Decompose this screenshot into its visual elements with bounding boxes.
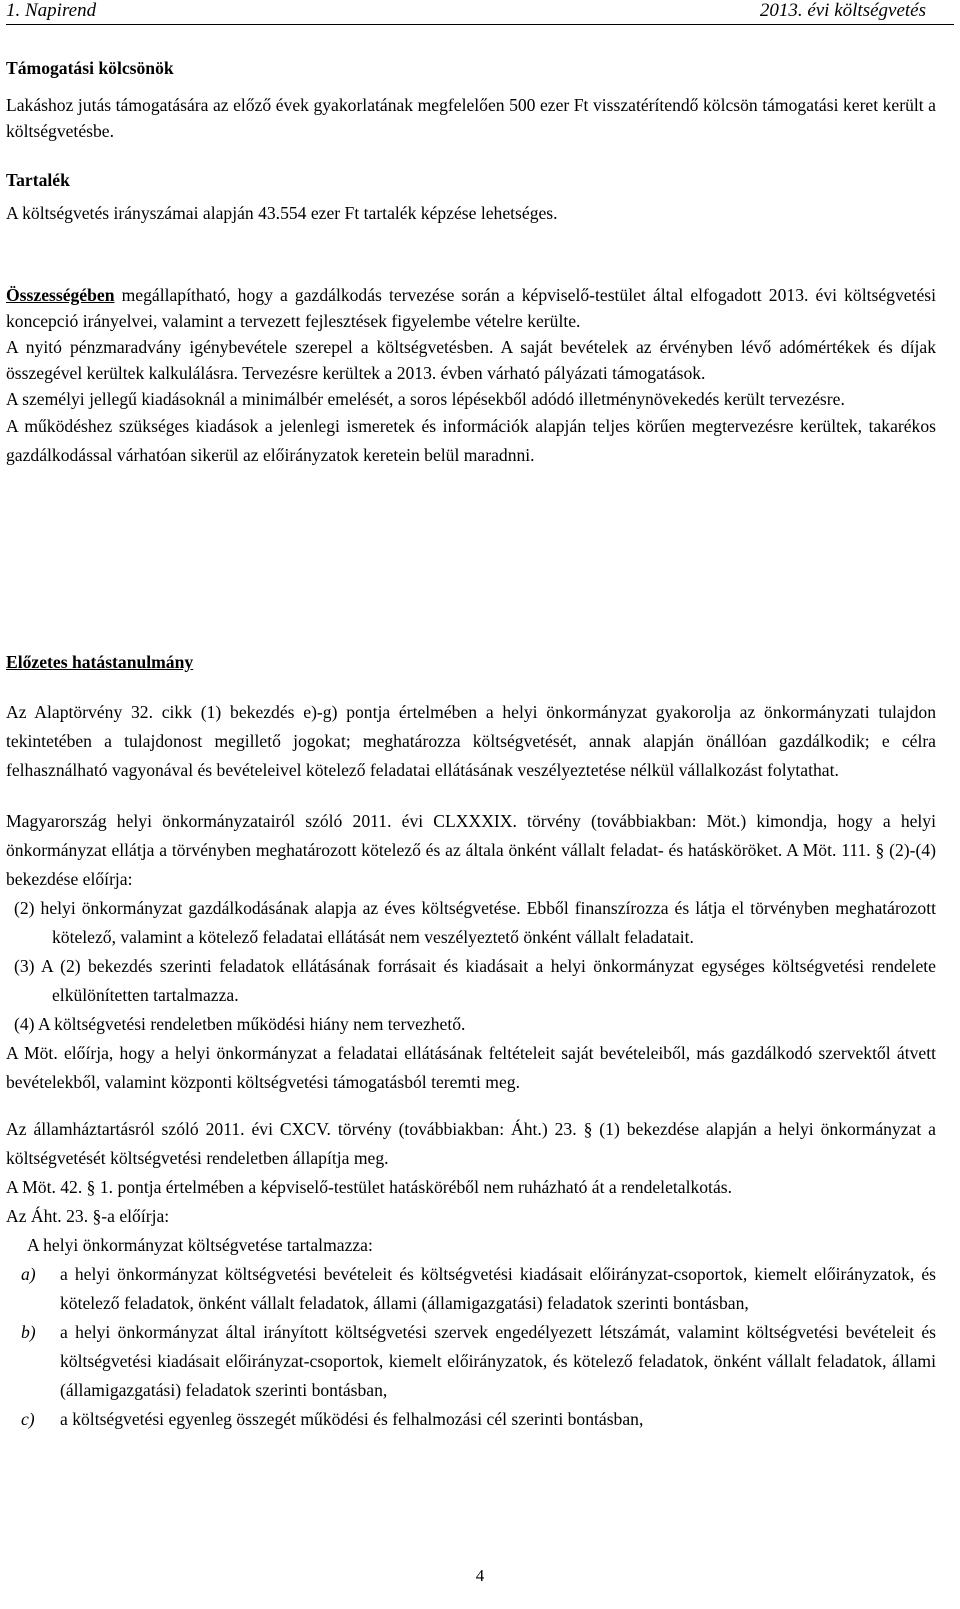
paragraph: A nyitó pénzmaradvány igénybevétele szerepel a költségvetésben. A saját bevételek az érvényben lévő adómértékek és díjak összegével kerültek kalkulálásra. Tervezésre kerültek a 2013. évben várható pályázati támogatások. bbox=[6, 337, 936, 383]
section-reserve bbox=[6, 166, 936, 226]
list-item: (3) A (2) bekezdés szerinti feladatok ellátásának forrásait és kiadásait a helyi önkormányzat egységes költségvetési rendelete elkülönítetten tartalmazza. bbox=[14, 956, 936, 1005]
item-letter: b) bbox=[21, 1322, 36, 1342]
section-title: Tartalék bbox=[6, 170, 70, 190]
paragraph: A személyi jellegű kiadásoknál a minimálbér emelését, a soros lépésekből adódó illetménynövekedés került tervezésre. bbox=[6, 389, 845, 409]
paragraph: A Möt. előírja, hogy a helyi önkormányzat a feladatai ellátásának feltételeit saját bevételeiből, más gazdálkodó szervektől átvett bevételekből, valamint központi költségvetési támogatásból teremti meg. bbox=[6, 1043, 936, 1092]
paragraph: Az Alaptörvény 32. cikk (1) bekezdés e)-g) pontja értelmében a helyi önkormányzat gyakorolja az önkormányzati tulajdon tekintetében a tulajdonost megillető jogokat; meghatározza költségvetését, annak alapján önállóan gazdálkodik; e célra felhasználható vagyonával és bevételeivel kötelező feladatai ellátásának veszélyeztetése nélkül vállalkozást folytathat. bbox=[6, 702, 936, 780]
page-number: 4 bbox=[475, 1566, 485, 1585]
section-support-loans bbox=[6, 54, 936, 144]
lettered-item: c) a költségvetési egyenleg összegét működési és felhalmozási cél szerinti bontásban, bbox=[6, 1405, 936, 1434]
paragraph: A működéshez szükséges kiadások a jelenlegi ismeretek és információk alapján teljes körűen megtervezésre kerültek, takarékos gazdálkodással várhatóan sikerül az előirányzatok keretein belül maradnni. bbox=[6, 416, 936, 465]
list-item: (2) helyi önkormányzat gazdálkodásának alapja az éves költségvetése. Ebből finanszírozza és látja el törvényben meghatározott kötelező, valamint a kötelező feladatai ellátását nem veszélyeztető önként vállalt feladatait. bbox=[14, 898, 936, 947]
header-right: 2013. évi költségvetés bbox=[759, 0, 926, 21]
item-letter: a) bbox=[21, 1264, 36, 1284]
paragraph: Az Áht. 23. §-a előírja: bbox=[6, 1206, 170, 1226]
paragraph: A Möt. 42. § 1. pontja értelmében a képviselő-testület hatásköréből nem ruházható át a rendeletalkotás. bbox=[6, 1177, 732, 1197]
item-letter: c) bbox=[21, 1409, 35, 1429]
lettered-item: b) a helyi önkormányzat által irányított költségvetési szervek engedélyezett létszámát, valamint költségvetési bevételeit és költségvetési kiadásait előirányzat-csoportok, kiemelt előirányzatok, és kötelező feladatok, önként vállalt feladatok, állami (államigazgatási) feladatok szerinti bontásban, bbox=[6, 1318, 936, 1405]
summary-lead: Összességében bbox=[6, 285, 115, 305]
section-impact-study bbox=[6, 648, 936, 1434]
paragraph: Az államháztartásról szóló 2011. évi CXCV. törvény (továbbiakban: Áht.) 23. § (1) bekezdése alapján a helyi önkormányzat a költségvetését költségvetési rendeletben állapítja meg. bbox=[6, 1119, 936, 1168]
section-title: Előzetes hatástanulmány bbox=[6, 652, 194, 672]
paragraph: A költségvetés irányszámai alapján 43.554 ezer Ft tartalék képzése lehetséges. bbox=[6, 203, 558, 223]
section-title: Támogatási kölcsönök bbox=[6, 58, 174, 78]
section-summary bbox=[6, 282, 936, 470]
list-item: (4) A költségvetési rendeletben működési hiány nem tervezhető. bbox=[14, 1014, 466, 1034]
paragraph: Magyarország helyi önkormányzatairól szóló 2011. évi CLXXXIX. törvény (továbbiakban: Möt.) kimondja, hogy a helyi önkormányzat ellátja a törvényben meghatározott kötelező és az általa önként vállalt feladat- és hatásköröket. A Möt. 111. § (2)-(4) bekezdése előírja: bbox=[6, 811, 936, 889]
paragraph: Összességében megállapítható, hogy a gazdálkodás tervezése során a képviselő-testület által elfogadott 2013. évi költségvetési koncepció irányelvei, valamint a tervezett fejlesztések figyelembe vételre kerülte. bbox=[6, 285, 936, 331]
lettered-item: a) a helyi önkormányzat költségvetési bevételeit és költségvetési kiadásait előirányzat-csoportok, kiemelt előirányzatok, és kötelező feladatok, önként vállalt feladatok, állami (államigazgatási) feladatok szerinti bontásban, bbox=[6, 1260, 936, 1318]
paragraph: A helyi önkormányzat költségvetése tartalmazza: bbox=[27, 1235, 373, 1255]
running-header bbox=[6, 0, 954, 25]
header-left: 1. Napirend bbox=[6, 0, 97, 21]
paragraph: Lakáshoz jutás támogatására az előző évek gyakorlatának megfelelően 500 ezer Ft visszatérítendő kölcsön támogatási keret került a költségvetésbe. bbox=[6, 95, 936, 141]
